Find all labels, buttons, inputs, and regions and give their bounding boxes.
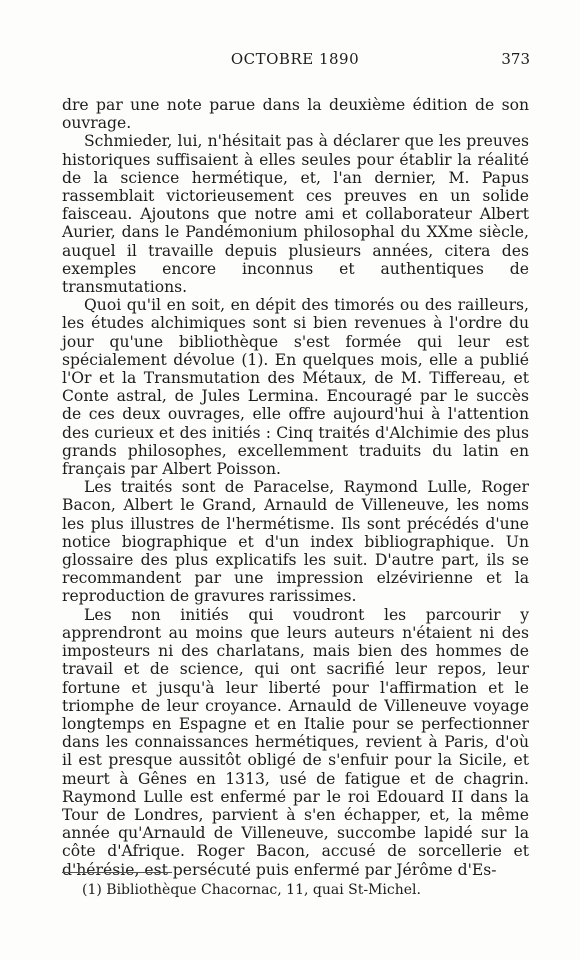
footnote-rule <box>62 872 172 873</box>
paragraph-schmieder: Schmieder, lui, n'hésitait pas à déclarer que les preuves historiques suffisaient à elles seules pour établir la réalité de la science hermétique, et, l'an dernier, M. Papus rassemblait victorieusement ces preuves en un solide faisceau. Ajoutons que notre ami et collaborateur Albert Aurier, dans le Pandémonium philosophal du XXme siècle, auquel il travaille depuis plusieurs années, citera des exemples encore inconnus et authentiques de transmutations. <box>62 132 529 297</box>
page-header <box>60 50 530 74</box>
paragraph-continuation: dre par une note parue dans la deuxième édition de son ouvrage. <box>62 96 529 133</box>
page-number: 373 <box>501 50 530 68</box>
paragraph-traites: Les traités sont de Paracelse, Raymond Lulle, Roger Bacon, Albert le Grand, Arnauld de Villeneuve, les noms les plus illustres de l'hermétisme. Ils sont précédés d'une notice biographique et d'un index bibliographique. Un glossaire des plus explicatifs les suit. D'autre part, ils se recommandent par une impression elzévirienne et la reproduction de gravures rarissimes. <box>62 478 529 606</box>
paragraph-non-inities: Les non initiés qui voudront les parcourir y apprendront au moins que leurs auteurs n'étaient ni des imposteurs ni des charlatans, mais bien des hommes de travail et de science, qui ont sacrifié leur repos, leur fortune et jusqu'à leur liberté pour l'affirmation et le triomphe de leur croyance. Arnauld de Villeneuve voyage longtemps en Espagne et en Italie pour se perfectionner dans les connaissances hermétiques, revient à Paris, d'où il est presque aussitôt obligé de s'enfuir pour la Sicile, et meurt à Gênes en 1313, usé de fatigue et de chagrin. Raymond Lulle est enfermé par le roi Edouard II dans la Tour de Londres, parvient à s'en échapper, et, la même année qu'Arnauld de Villeneuve, succombe lapidé sur la côte d'Afrique. Roger Bacon, accusé de sorcellerie et d'hérésie, est persécuté puis enfermé par Jérôme d'Es- <box>62 605 529 879</box>
body-text <box>62 96 529 879</box>
footnote: (1) Bibliothèque Chacornac, 11, quai St-Michel. <box>82 882 421 898</box>
paragraph-bibliotheque: Quoi qu'il en soit, en dépit des timorés ou des railleurs, les études alchimiques sont si bien revenues à l'ordre du jour qu'une bibliothèque s'est formée qui leur est spécialement dévolue (1). En quelques mois, elle a publié l'Or et la Transmutation des Métaux, de M. Tiffereau, et Conte astral, de Jules Lermina. Encouragé par le succès de ces deux ouvrages, elle offre aujourd'hui à l'attention des curieux et des initiés : Cinq traités d'Alchimie des plus grands philosophes, excellemment traduits du latin en français par Albert Poisson. <box>62 296 529 479</box>
running-title: OCTOBRE 1890 <box>230 50 360 68</box>
